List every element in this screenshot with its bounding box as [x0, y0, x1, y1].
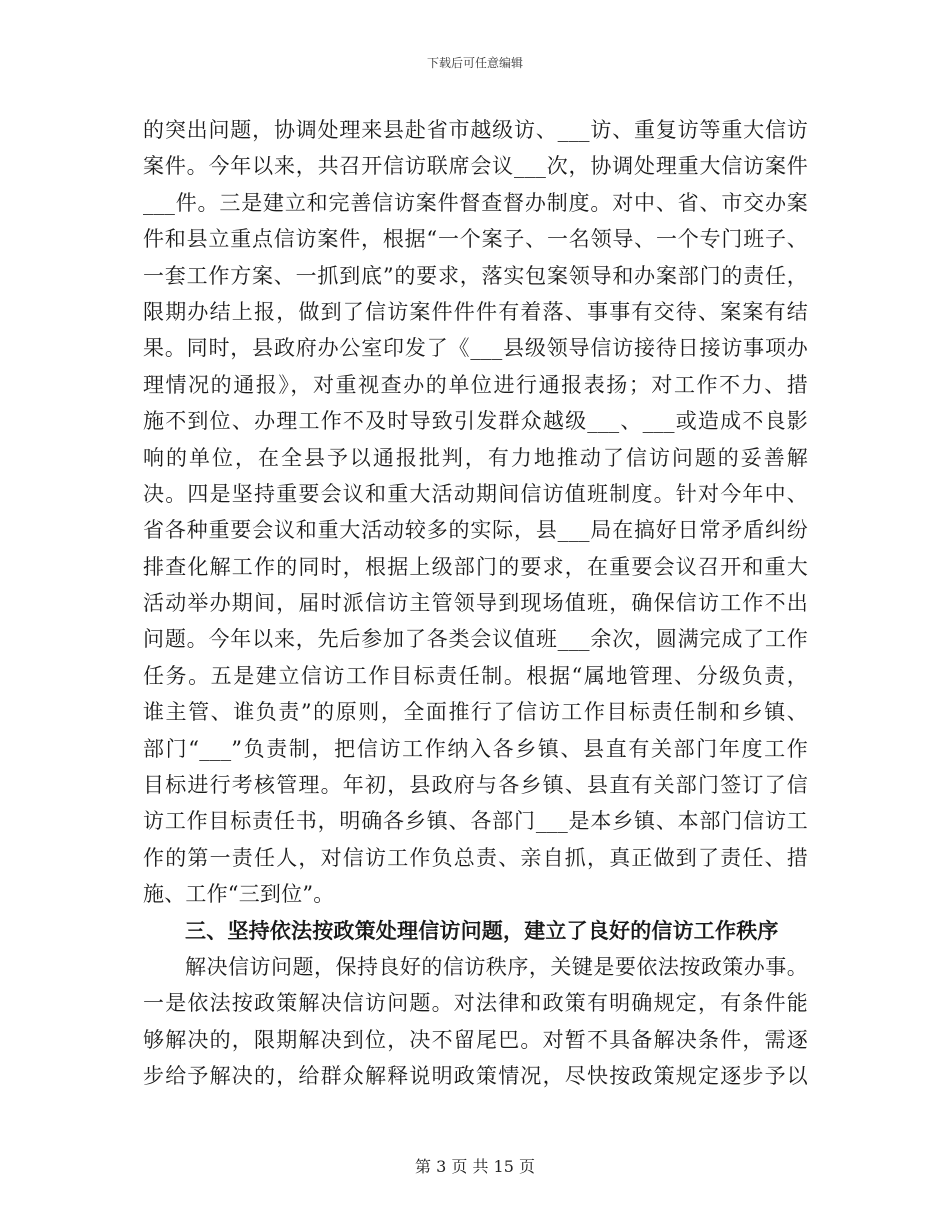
text-line: 的突出问题，协调处理来县赴省市越级访、___访、重复访等重大信访	[143, 118, 808, 142]
text-line: 目标进行考核管理。年初，县政府与各乡镇、县直有关部门签订了信	[143, 773, 808, 798]
text-line: 任务。五是建立信访工作目标责任制。根据“属地管理、分级负责，	[143, 663, 808, 688]
text-line: 问题。今年以来，先后参加了各类会议值班___余次，圆满完成了工作	[143, 627, 808, 652]
text-line: 案件。今年以来，共召开信访联席会议___次，协调处理重大信访案件	[143, 154, 808, 179]
page-header: 下载后可任意编辑	[426, 56, 523, 70]
text-line: 限期办结上报，做到了信访案件件件有着落、事事有交待、案案有结	[143, 299, 808, 324]
text-line: 排查化解工作的同时，根据上级部门的要求，在重要会议召开和重大	[143, 554, 808, 579]
text-line: 部门“___”负责制，把信访工作纳入各乡镇、县直有关部门年度工作	[143, 736, 808, 761]
text-line: 果。同时，县政府办公室印发了《___县级领导信访接待日接访事项办	[143, 336, 808, 361]
text-line: 够解决的，限期解决到位，决不留尾巴。对暂不具备解决条件，需逐	[143, 1027, 808, 1052]
text-line: 活动举办期间，届时派信访主管领导到现场值班，确保信访工作不出	[143, 591, 808, 616]
text-line: 省各种重要会议和重大活动较多的实际，县___局在搞好日常矛盾纠纷	[143, 518, 808, 543]
text-line: 步给予解决的，给群众解释说明政策情况，尽快按政策规定逐步予以	[143, 1064, 808, 1089]
page-footer: 第 3 页 共 15 页	[415, 1157, 535, 1176]
text-line: 件和县立重点信访案件，根据“一个案子、一名领导、一个专门班子、	[143, 227, 808, 252]
text-line: 理情况的通报》，对重视查办的单位进行通报表扬；对工作不力、措	[143, 372, 808, 397]
text-line: 施不到位、办理工作不及时导致引发群众越级___、___或造成不良影	[143, 409, 808, 434]
text-line: 解决信访问题，保持良好的信访秩序，关键是要依法按政策办事。	[185, 954, 808, 979]
section-heading: 三、坚持依法按政策处理信访问题，建立了良好的信访工作秩序	[185, 917, 779, 943]
text-line: ___件。三是建立和完善信访案件督查督办制度。对中、省、市交办案	[143, 190, 808, 215]
text-line: 决。四是坚持重要会议和重大活动期间信访值班制度。针对今年中、	[143, 481, 808, 506]
text-line: 谁主管、谁负责”的原则，全面推行了信访工作目标责任制和乡镇、	[143, 700, 808, 725]
text-line: 访工作目标责任书，明确各乡镇、各部门___是本乡镇、本部门信访工	[143, 809, 808, 834]
text-line: 作的第一责任人，对信访工作负总责、亲自抓，真正做到了责任、措	[143, 845, 808, 870]
paragraph-1	[143, 112, 808, 913]
text-line: 施、工作“三到位”。	[143, 882, 335, 907]
text-line: 响的单位，在全县予以通报批判，有力地推动了信访问题的妥善解	[143, 445, 808, 470]
paragraph-2	[143, 949, 808, 1095]
text-line: 一是依法按政策解决信访问题。对法律和政策有明确规定，有条件能	[143, 991, 808, 1016]
document-body	[143, 112, 808, 1095]
text-line: 一套工作方案、一抓到底”的要求，落实包案领导和办案部门的责任，	[143, 263, 808, 288]
